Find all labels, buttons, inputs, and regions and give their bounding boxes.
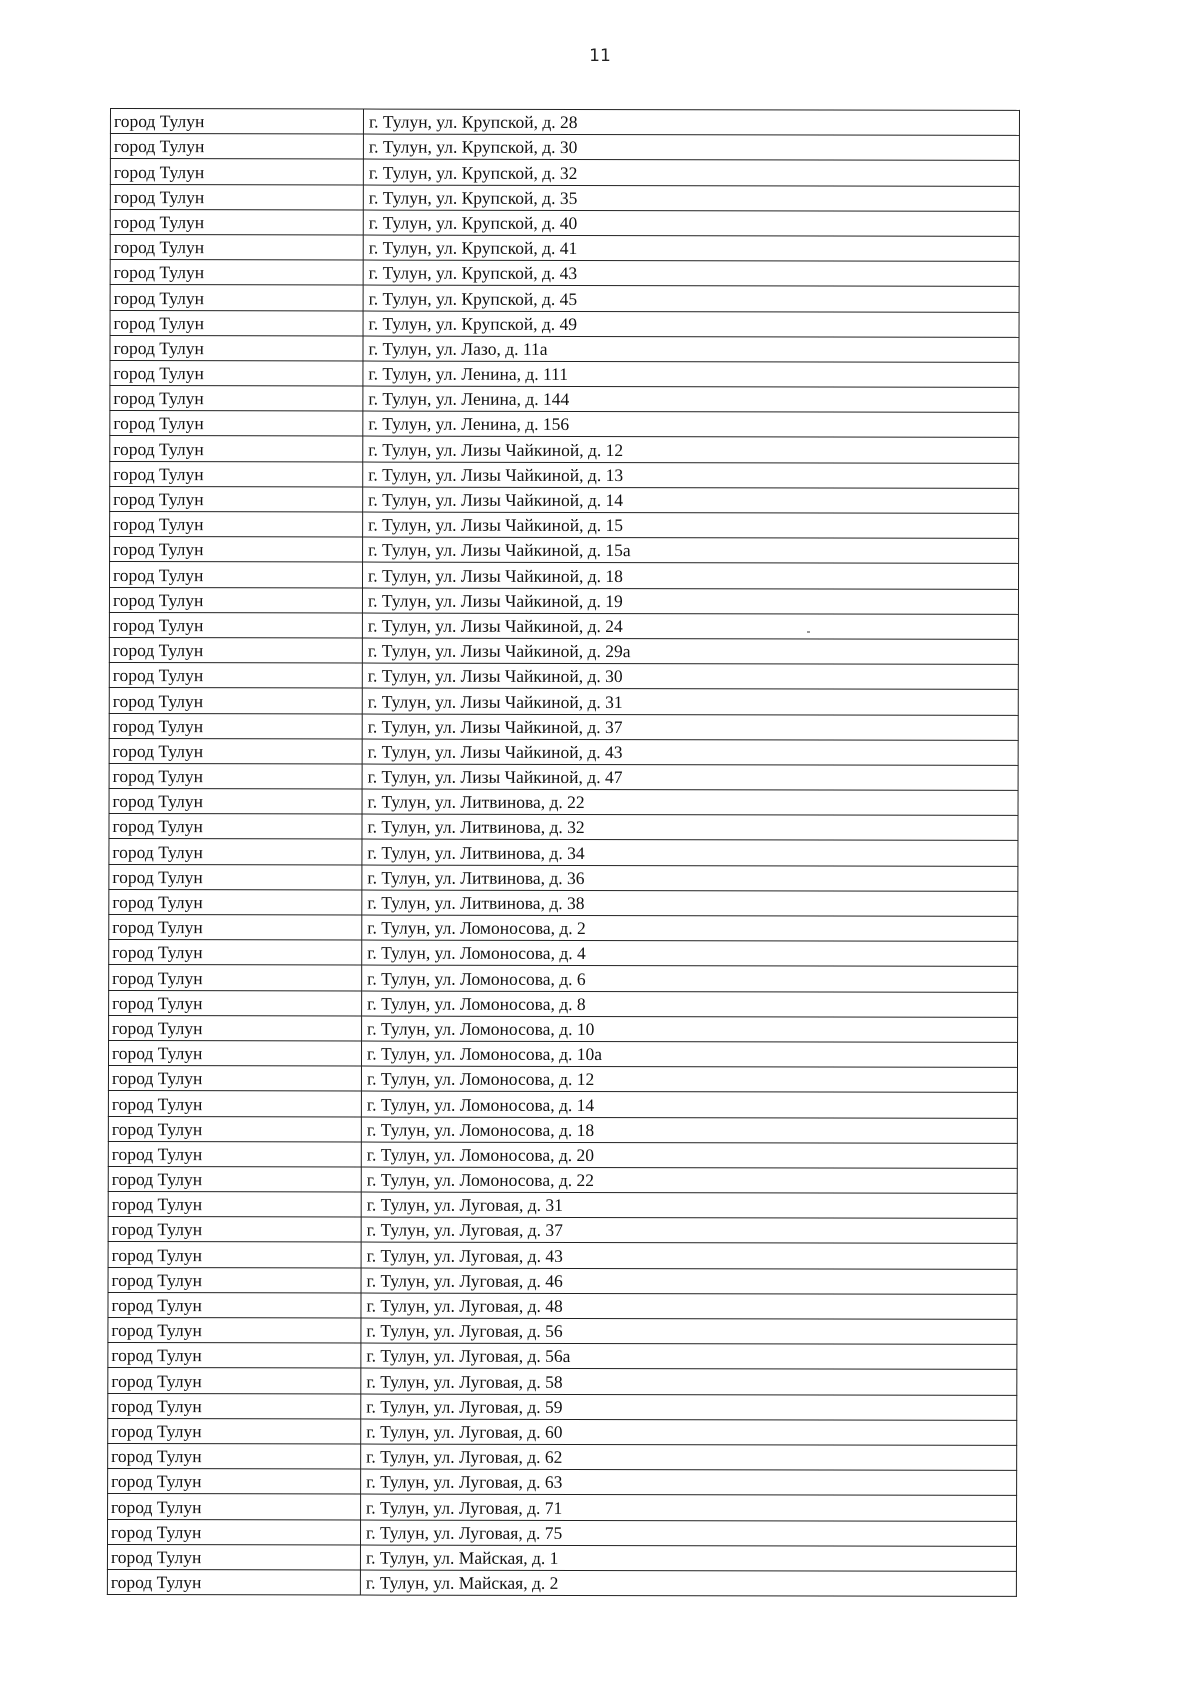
- table-row: [107, 1544, 1016, 1571]
- settlement-cell: город Тулун: [110, 209, 363, 235]
- table-row: [108, 1292, 1017, 1319]
- settlement-cell: город Тулун: [108, 1317, 361, 1343]
- table-row: [109, 713, 1018, 740]
- settlement-cell: город Тулун: [110, 386, 363, 412]
- table-row: [110, 285, 1019, 312]
- settlement-cell: город Тулун: [108, 1242, 361, 1268]
- settlement-cell: город Тулун: [108, 1292, 361, 1318]
- settlement-cell: город Тулун: [107, 1569, 360, 1595]
- settlement-cell: город Тулун: [109, 789, 362, 815]
- table-row: [110, 234, 1019, 261]
- settlement-cell: город Тулун: [108, 1469, 361, 1495]
- settlement-cell: город Тулун: [110, 234, 363, 260]
- table-row: [108, 1066, 1017, 1093]
- settlement-cell: город Тулун: [109, 1015, 362, 1041]
- table-row: [108, 1166, 1017, 1193]
- table-row: [110, 360, 1019, 387]
- address-cell: г. Тулун, ул. Ломоносова, д. 8: [362, 991, 1018, 1018]
- settlement-cell: город Тулун: [108, 1443, 361, 1469]
- address-cell: г. Тулун, ул. Луговая, д. 43: [361, 1242, 1017, 1269]
- table-row: [108, 1267, 1017, 1294]
- table-row: [109, 1015, 1018, 1042]
- settlement-cell: город Тулун: [110, 109, 363, 135]
- table-row: [110, 512, 1019, 539]
- settlement-cell: город Тулун: [107, 1544, 360, 1570]
- table-row: [109, 914, 1018, 941]
- table-row: [110, 537, 1019, 564]
- address-cell: г. Тулун, ул. Литвинова, д. 38: [362, 890, 1018, 917]
- address-cell: г. Тулун, ул. Луговая, д. 56: [361, 1318, 1017, 1345]
- settlement-cell: город Тулун: [108, 1393, 361, 1419]
- settlement-cell: город Тулун: [110, 486, 363, 512]
- address-cell: г. Тулун, ул. Крупской, д. 28: [363, 109, 1019, 136]
- settlement-cell: город Тулун: [110, 436, 363, 462]
- address-cell: г. Тулун, ул. Ломоносова, д. 2: [362, 915, 1018, 942]
- address-cell: г. Тулун, ул. Лазо, д. 11а: [363, 336, 1019, 363]
- address-cell: г. Тулун, ул. Крупской, д. 43: [363, 260, 1019, 287]
- address-cell: г. Тулун, ул. Лизы Чайкиной, д. 43: [362, 739, 1018, 766]
- table-row: [108, 1317, 1017, 1344]
- address-cell: г. Тулун, ул. Крупской, д. 41: [363, 235, 1019, 262]
- address-cell: г. Тулун, ул. Литвинова, д. 34: [362, 839, 1018, 866]
- settlement-cell: город Тулун: [109, 889, 362, 915]
- address-cell: г. Тулун, ул. Лизы Чайкиной, д. 14: [363, 487, 1019, 514]
- address-cell: г. Тулун, ул. Лизы Чайкиной, д. 15: [363, 512, 1019, 539]
- settlement-cell: город Тулун: [109, 612, 362, 638]
- address-cell: г. Тулун, ул. Луговая, д. 46: [361, 1268, 1017, 1295]
- address-cell: г. Тулун, ул. Луговая, д. 37: [361, 1217, 1017, 1244]
- table-row: [110, 159, 1019, 186]
- address-cell: г. Тулун, ул. Лизы Чайкиной, д. 12: [363, 436, 1019, 463]
- address-cell: г. Тулун, ул. Крупской, д. 32: [363, 159, 1019, 186]
- table-row: [108, 1469, 1017, 1496]
- settlement-cell: город Тулун: [110, 360, 363, 386]
- table-row: [109, 889, 1018, 916]
- settlement-cell: город Тулун: [108, 1494, 361, 1520]
- table-row: [107, 1519, 1016, 1546]
- settlement-cell: город Тулун: [109, 839, 362, 865]
- address-cell: г. Тулун, ул. Крупской, д. 35: [363, 185, 1019, 212]
- settlement-cell: город Тулун: [108, 1116, 361, 1142]
- settlement-cell: город Тулун: [109, 688, 362, 714]
- settlement-cell: город Тулун: [110, 335, 363, 361]
- settlement-cell: город Тулун: [108, 1166, 361, 1192]
- address-cell: г. Тулун, ул. Литвинова, д. 32: [362, 814, 1018, 841]
- address-cell: г. Тулун, ул. Майская, д. 1: [360, 1545, 1016, 1572]
- settlement-cell: город Тулун: [109, 864, 362, 890]
- table-row: [108, 1443, 1017, 1470]
- settlement-cell: город Тулун: [109, 713, 362, 739]
- settlement-cell: город Тулун: [110, 285, 363, 311]
- settlement-cell: город Тулун: [108, 1217, 361, 1243]
- table-row: [110, 436, 1019, 463]
- table-row: [110, 184, 1019, 211]
- settlement-cell: город Тулун: [110, 411, 363, 437]
- table-row: [108, 1192, 1017, 1219]
- settlement-cell: город Тулун: [109, 965, 362, 991]
- table-row: [108, 1494, 1017, 1521]
- settlement-cell: город Тулун: [109, 587, 362, 613]
- settlement-cell: город Тулун: [108, 1267, 361, 1293]
- table-row: [109, 864, 1018, 891]
- table-row: [110, 486, 1019, 513]
- address-cell: г. Тулун, ул. Луговая, д. 48: [361, 1293, 1017, 1320]
- address-cell: г. Тулун, ул. Лизы Чайкиной, д. 15а: [363, 537, 1019, 564]
- table-row: [109, 965, 1018, 992]
- settlement-cell: город Тулун: [108, 1091, 361, 1117]
- table-row: [109, 587, 1018, 614]
- settlement-cell: город Тулун: [108, 1368, 361, 1394]
- settlement-cell: город Тулун: [107, 1519, 360, 1545]
- table-row: [109, 738, 1018, 765]
- address-cell: г. Тулун, ул. Лизы Чайкиной, д. 37: [362, 714, 1018, 741]
- table-row: [110, 134, 1019, 161]
- address-cell: г. Тулун, ул. Лизы Чайкиной, д. 18: [362, 562, 1018, 589]
- address-cell: г. Тулун, ул. Лизы Чайкиной, д. 30: [362, 663, 1018, 690]
- settlement-cell: город Тулун: [110, 537, 363, 563]
- settlement-cell: город Тулун: [109, 562, 362, 588]
- address-cell: г. Тулун, ул. Ломоносова, д. 14: [361, 1091, 1017, 1118]
- table-row: [108, 1393, 1017, 1420]
- table-row: [109, 789, 1018, 816]
- address-table-wrapper: [107, 108, 1020, 1597]
- settlement-cell: город Тулун: [110, 184, 363, 210]
- address-cell: г. Тулун, ул. Лизы Чайкиной, д. 47: [362, 764, 1018, 791]
- address-cell: г. Тулун, ул. Луговая, д. 60: [361, 1419, 1017, 1446]
- address-cell: г. Тулун, ул. Луговая, д. 71: [361, 1494, 1017, 1521]
- table-row: [108, 1141, 1017, 1168]
- table-row: [108, 1242, 1017, 1269]
- page-number: 11: [589, 46, 611, 66]
- settlement-cell: город Тулун: [109, 990, 362, 1016]
- table-row: [110, 109, 1019, 136]
- table-row: [109, 763, 1018, 790]
- table-row: [110, 310, 1019, 337]
- table-row: [108, 1343, 1017, 1370]
- table-row: [109, 814, 1018, 841]
- settlement-cell: город Тулун: [108, 1418, 361, 1444]
- table-row: [109, 612, 1018, 639]
- address-cell: г. Тулун, ул. Майская, д. 2: [360, 1570, 1016, 1597]
- settlement-cell: город Тулун: [110, 461, 363, 487]
- address-cell: г. Тулун, ул. Литвинова, д. 36: [362, 865, 1018, 892]
- settlement-cell: город Тулун: [109, 914, 362, 940]
- table-row: [110, 461, 1019, 488]
- table-row: [108, 1418, 1017, 1445]
- settlement-cell: город Тулун: [109, 763, 362, 789]
- address-cell: г. Тулун, ул. Луговая, д. 31: [361, 1192, 1017, 1219]
- address-cell: г. Тулун, ул. Лизы Чайкиной, д. 31: [362, 688, 1018, 715]
- address-cell: г. Тулун, ул. Ломоносова, д. 12: [361, 1066, 1017, 1093]
- address-cell: г. Тулун, ул. Лизы Чайкиной, д. 29а: [362, 638, 1018, 665]
- address-cell: г. Тулун, ул. Ломоносова, д. 6: [362, 965, 1018, 992]
- table-row: [109, 990, 1018, 1017]
- table-row: [108, 1091, 1017, 1118]
- settlement-cell: город Тулун: [108, 1343, 361, 1369]
- table-row: [108, 1217, 1017, 1244]
- table-row: [110, 386, 1019, 413]
- address-cell: г. Тулун, ул. Ломоносова, д. 20: [361, 1142, 1017, 1169]
- address-cell: г. Тулун, ул. Ленина, д. 144: [363, 386, 1019, 413]
- address-cell: г. Тулун, ул. Луговая, д. 56а: [361, 1343, 1017, 1370]
- address-cell: г. Тулун, ул. Крупской, д. 30: [363, 134, 1019, 161]
- table-row: [108, 1040, 1017, 1067]
- table-row: [108, 1116, 1017, 1143]
- address-cell: г. Тулун, ул. Ленина, д. 111: [363, 361, 1019, 388]
- table-row: [108, 1368, 1017, 1395]
- address-cell: г. Тулун, ул. Ломоносова, д. 18: [361, 1117, 1017, 1144]
- address-cell: г. Тулун, ул. Крупской, д. 45: [363, 285, 1019, 312]
- address-cell: г. Тулун, ул. Луговая, д. 75: [360, 1520, 1016, 1547]
- address-cell: г. Тулун, ул. Крупской, д. 40: [363, 210, 1019, 237]
- settlement-cell: город Тулун: [110, 260, 363, 286]
- address-cell: г. Тулун, ул. Лизы Чайкиной, д. 13: [363, 462, 1019, 489]
- table-row: [110, 209, 1019, 236]
- address-cell: г. Тулун, ул. Ломоносова, д. 10: [362, 1016, 1018, 1043]
- settlement-cell: город Тулун: [109, 637, 362, 663]
- address-cell: г. Тулун, ул. Луговая, д. 62: [361, 1444, 1017, 1471]
- address-table: [107, 108, 1020, 1597]
- address-cell: г. Тулун, ул. Ломоносова, д. 22: [361, 1167, 1017, 1194]
- address-cell: г. Тулун, ул. Ломоносова, д. 4: [362, 940, 1018, 967]
- table-row: [109, 663, 1018, 690]
- table-row: [109, 562, 1018, 589]
- address-cell: г. Тулун, ул. Лизы Чайкиной, д. 19: [362, 588, 1018, 615]
- settlement-cell: город Тулун: [108, 1040, 361, 1066]
- settlement-cell: город Тулун: [110, 512, 363, 538]
- scan-speck: [807, 631, 810, 633]
- settlement-cell: город Тулун: [109, 814, 362, 840]
- address-cell: г. Тулун, ул. Лизы Чайкиной, д. 24: [362, 613, 1018, 640]
- address-cell: г. Тулун, ул. Ломоносова, д. 10а: [361, 1041, 1017, 1068]
- address-cell: г. Тулун, ул. Луговая, д. 59: [361, 1394, 1017, 1421]
- table-row: [110, 335, 1019, 362]
- table-row: [110, 411, 1019, 438]
- settlement-cell: город Тулун: [110, 159, 363, 185]
- settlement-cell: город Тулун: [108, 1066, 361, 1092]
- settlement-cell: город Тулун: [108, 1192, 361, 1218]
- table-row: [109, 637, 1018, 664]
- address-table-body: [107, 109, 1019, 1597]
- settlement-cell: город Тулун: [110, 310, 363, 336]
- settlement-cell: город Тулун: [109, 738, 362, 764]
- table-row: [109, 940, 1018, 967]
- address-cell: г. Тулун, ул. Луговая, д. 58: [361, 1368, 1017, 1395]
- settlement-cell: город Тулун: [109, 940, 362, 966]
- table-row: [110, 260, 1019, 287]
- table-row: [107, 1569, 1016, 1596]
- address-cell: г. Тулун, ул. Крупской, д. 49: [363, 311, 1019, 338]
- settlement-cell: город Тулун: [108, 1141, 361, 1167]
- address-cell: г. Тулун, ул. Луговая, д. 63: [361, 1469, 1017, 1496]
- address-cell: г. Тулун, ул. Ленина, д. 156: [363, 411, 1019, 438]
- table-row: [109, 688, 1018, 715]
- address-cell: г. Тулун, ул. Литвинова, д. 22: [362, 789, 1018, 816]
- settlement-cell: город Тулун: [109, 663, 362, 689]
- table-row: [109, 839, 1018, 866]
- settlement-cell: город Тулун: [110, 134, 363, 160]
